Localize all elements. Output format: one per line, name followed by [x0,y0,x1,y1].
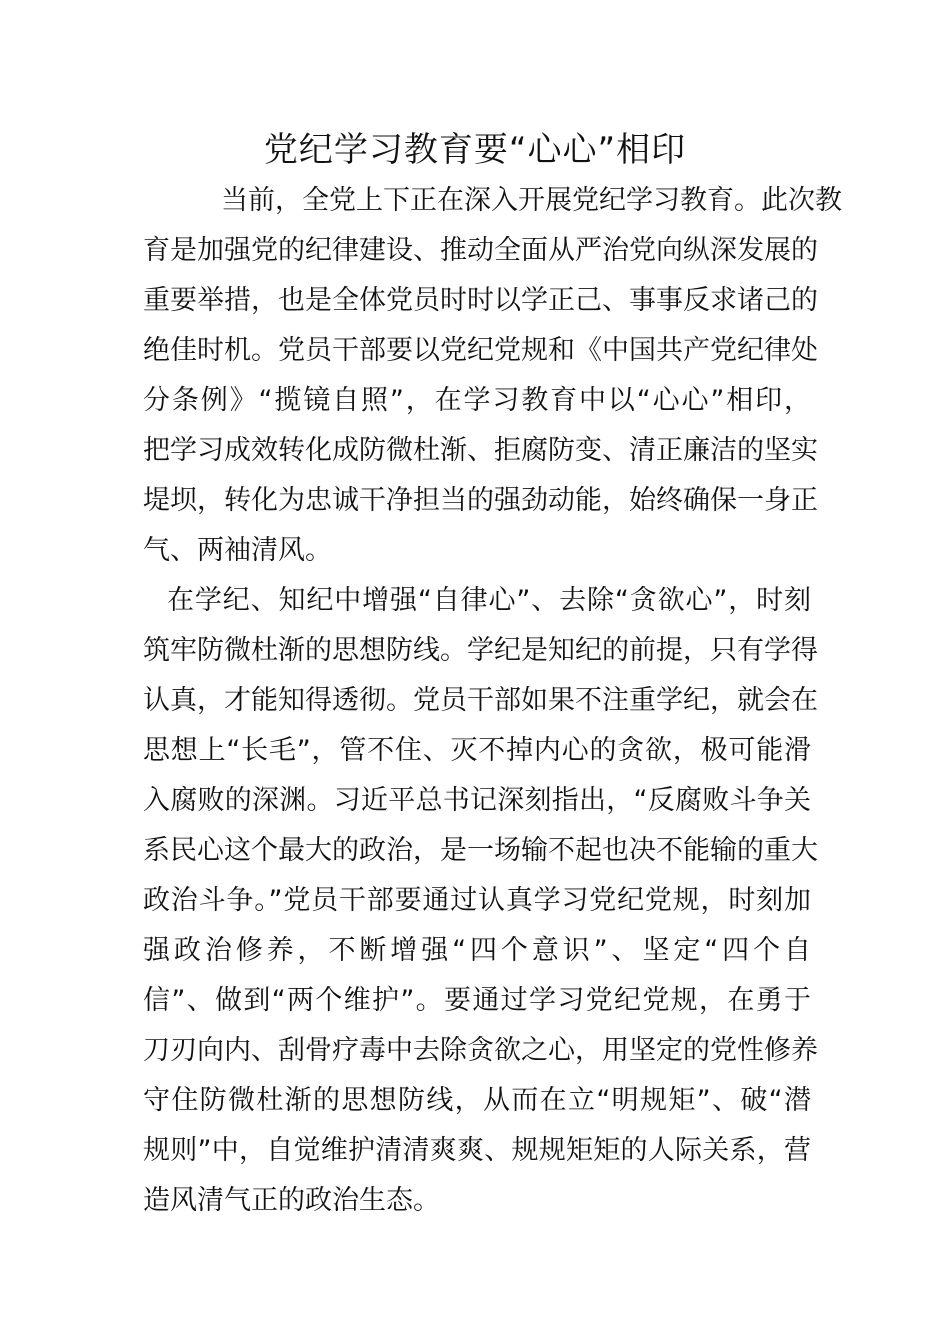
paragraph-line: 思想上“长毛”，管不住、灭不掉内心的贪欲，极可能滑 [143,735,811,766]
paragraph-line: 认真，才能知得透彻。党员干部如果不注重学纪，就会在 [143,685,818,716]
paragraph-line: 绝佳时机。党员干部要以党纪党规和《中国共产党纪律处 [143,335,818,366]
paragraph-line: 把学习成效转化成防微杜渐、拒腐防变、清正廉洁的坚实 [143,435,818,466]
paragraph-line: 筑牢防微杜渐的思想防线。学纪是知纪的前提，只有学得 [143,635,818,666]
paragraph-line: 刀刃向内、刮骨疗毒中去除贪欲之心，用坚定的党性修养 [143,1035,818,1066]
paragraph-line: 系民心这个最大的政治，是一场输不起也决不能输的重大 [143,835,818,866]
paragraph-1 [143,176,842,576]
paragraph-line: 育是加强党的纪律建设、推动全面从严治党向纵深发展的 [143,235,818,266]
paragraph-line: 当前，全党上下正在深入开展党纪学习教育。此次教 [221,185,842,216]
paragraph-line: 气、两袖清风。 [143,535,332,566]
paragraph-line: 堤坝，转化为忠诚干净担当的强劲动能，始终确保一身正 [143,485,818,516]
paragraph-line: 造风清气正的政治生态。 [143,1185,440,1216]
paragraph-line: 分条例》“揽镜自照”，在学习教育中以“心心”相印， [143,385,811,416]
paragraph-line: 强政治修养，不断增强“四个意识”、坚定“四个自 [143,935,811,966]
paragraph-line: 政治斗争。”党员干部要通过认真学习党纪党规，时刻加 [143,885,811,916]
paragraph-line: 重要举措，也是全体党员时时以学正己、事事反求诸己的 [143,285,818,316]
document-title: 党纪学习教育要“心心”相印 [263,130,687,170]
paragraph-line: 在学纪、知纪中增强“自律心”、去除“贪欲心”，时刻 [167,585,811,616]
paragraph-2 [143,576,818,1226]
paragraph-line: 规则”中，自觉维护清清爽爽、规规矩矩的人际关系，营 [143,1135,811,1166]
paragraph-line: 信”、做到“两个维护”。要通过学习党纪党规，在勇于 [143,985,811,1016]
paragraph-line: 守住防微杜渐的思想防线，从而在立“明规矩”、破“潜 [143,1085,811,1116]
paragraph-line: 入腐败的深渊。习近平总书记深刻指出，“反腐败斗争关 [143,785,811,816]
